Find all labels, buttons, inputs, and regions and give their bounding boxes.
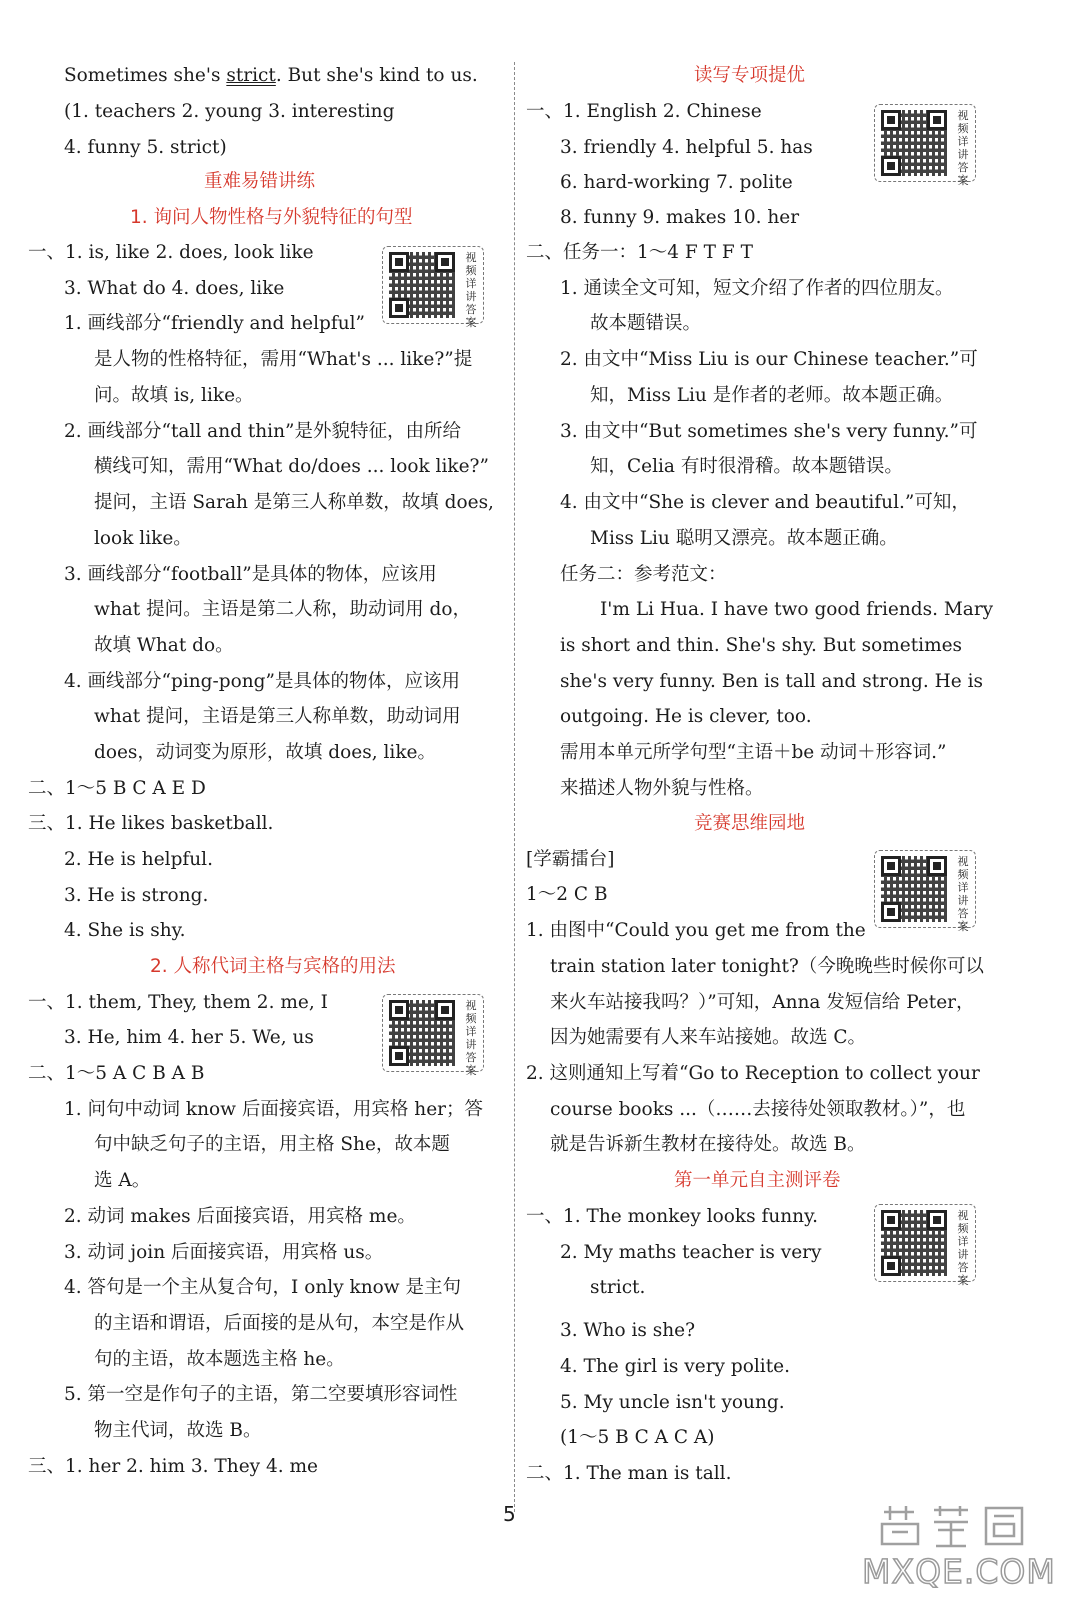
answer-line: 一、1. is, like 2. does, look like [28,242,314,263]
answer-line: 三、1. her 2. him 3. They 4. me [28,1456,318,1477]
qr-finder-icon [389,1000,409,1020]
qr-code[interactable] [874,104,976,187]
qr-caption: 视频详讲答案 [465,251,477,329]
answer-line: (1. teachers 2. young 3. interesting [64,101,395,122]
answer-line: 1. 由图中“Could you get me from the [526,920,866,941]
section-heading: 1. 询问人物性格与外貌特征的句型 [130,207,413,228]
answer-line: 故填 What do。 [94,635,234,656]
answer-line: 4. 画线部分“ping-pong”是具体的物体，应该用 [64,671,460,692]
answer-line: 二、任务一：1～4 F T F T [526,242,753,263]
answer-line: 需用本单元所学句型“主语＋be 动词＋形容词.” [560,742,947,763]
answer-line: what 提问，主语是第三人称单数，助动词用 [94,706,461,727]
qr-finder-icon [435,1000,455,1020]
qr-finder-icon [389,252,409,272]
answer-line: 一、1. English 2. Chinese [526,101,762,122]
answer-line: 3. 画线部分“football”是具体的物体，应该用 [64,564,437,585]
answer-line: 句的主语，故本题选主格 he。 [94,1349,345,1370]
answer-line: 选 A。 [94,1170,151,1191]
answer-line: 1. 通读全文可知，短文介绍了作者的四位朋友。 [560,278,954,299]
answer-line: 问。故填 is, like。 [94,385,254,406]
qr-finder-icon [389,298,409,318]
answer-line: 6. hard-working 7. polite [560,172,793,193]
answer-line: outgoing. He is clever, too. [560,706,812,727]
answer-line: 的主语和谓语，后面接的是从句，本空是作从 [94,1313,465,1334]
answer-text: . But she's kind to us. [275,65,478,86]
answer-line: 2. 动词 makes 后面接宾语，用宾格 me。 [64,1206,416,1227]
section-heading: 竞赛思维园地 [694,813,806,834]
qr-finder-icon [881,902,901,922]
answer-line: 3. He, him 4. her 5. We, us [64,1027,314,1048]
page-number: 5 [503,1502,516,1526]
answer-line: 来火车站接我吗？）”可知，Anna 发短信给 Peter， [550,992,975,1013]
answer-line: 3. 由文中“But sometimes she's very funny.”可 [560,421,978,442]
watermark [858,1500,1058,1590]
answer-line: 5. 第一空是作句子的主语，第二空要填形容词性 [64,1384,458,1405]
answer-line: 一、1. them, They, them 2. me, I [28,992,328,1013]
answer-line: 是人物的性格特征，需用“What's ... like?”提 [94,349,473,370]
qr-code[interactable] [382,994,484,1077]
qr-code[interactable] [382,246,484,329]
section-heading: 重难易错讲练 [204,171,316,192]
answer-line: 1～2 C B [526,884,608,905]
qr-finder-icon [881,1210,901,1230]
qr-finder-icon [881,1256,901,1276]
answer-line: 提问，主语 Sarah 是第三人称单数，故填 does, [94,492,494,513]
answer-line: 知，Miss Liu 是作者的老师。故本题正确。 [590,385,954,406]
qr-finder-icon [927,1210,947,1230]
qr-finder-icon [881,856,901,876]
qr-finder-icon [881,156,901,176]
answer-line: 3. friendly 4. helpful 5. has [560,137,813,158]
answer-line: 2. 由文中“Miss Liu is our Chinese teacher.”可 [560,349,978,370]
qr-code[interactable] [874,1204,976,1287]
column-divider [514,62,515,1512]
answer-line: 3. 动词 join 后面接宾语，用宾格 us。 [64,1242,384,1263]
answer-line: 横线可知，需用“What do/does ... look like?” [94,456,489,477]
answer-line [64,58,478,94]
answer-line: 知，Celia 有时很滑稽。故本题错误。 [590,456,903,477]
answer-line: 二、1. The man is tall. [526,1463,732,1484]
answer-line: I'm Li Hua. I have two good friends. Mary [600,599,994,620]
qr-finder-icon [389,1046,409,1066]
answer-line: 三、1. He likes basketball. [28,813,274,834]
qr-caption: 视频详讲答案 [465,999,477,1077]
answer-line: strict. [590,1277,646,1298]
answer-line: 因为她需要有人来车站接她。故选 C。 [550,1027,867,1048]
qr-finder-icon [927,110,947,130]
answer-line: 4. The girl is very polite. [560,1356,790,1377]
answer-line: 1. 问句中动词 know 后面接宾语，用宾格 her；答 [64,1099,483,1120]
answer-text: Sometimes she's [64,65,227,86]
answer-line: 3. He is strong. [64,885,209,906]
answer-line: 8. funny 9. makes 10. her [560,207,800,228]
answer-line: 2. 这则通知上写着“Go to Reception to collect your [526,1063,980,1084]
answer-line: 一、1. The monkey looks funny. [526,1206,818,1227]
qr-caption: 视频详讲答案 [957,1209,969,1287]
qr-finder-icon [881,110,901,130]
qr-caption: 视频详讲答案 [957,109,969,187]
qr-finder-icon [435,252,455,272]
underlined-word: strict [226,65,276,86]
answer-line: [学霸擂台] [526,849,615,870]
answer-line: 2. 画线部分“tall and thin”是外貌特征，由所给 [64,421,461,442]
answer-line: what 提问。主语是第二人称，助动词用 do， [94,599,471,620]
answer-line: 4. funny 5. strict) [64,137,227,158]
answer-line: she's very funny. Ben is tall and strong. He is [560,671,984,692]
answer-line: 就是告诉新生教材在接待处。故选 B。 [550,1134,866,1155]
section-heading: 第一单元自主测评卷 [674,1170,841,1191]
answer-line: 任务二：参考范文： [560,564,727,585]
answer-line: train station later tonight?（今晚晚些时候你可以 [550,956,984,977]
qr-code[interactable] [874,850,976,933]
section-heading: 读写专项提优 [694,65,806,86]
qr-caption: 视频详讲答案 [957,855,969,933]
answer-line: 故本题错误。 [590,313,702,334]
answer-line: 4. She is shy. [64,920,186,941]
answer-line: 2. He is helpful. [64,849,213,870]
answer-line: 4. 由文中“She is clever and beautiful.”可知， [560,492,970,513]
answer-line: 句中缺乏句子的主语，用主格 She，故本题 [94,1134,450,1155]
answer-line: is short and thin. She's shy. But sometimes [560,635,963,656]
answer-line: 来描述人物外貌与性格。 [560,778,764,799]
answer-line: Miss Liu 聪明又漂亮。故本题正确。 [590,528,898,549]
answer-line: 4. 答句是一个主从复合句，I only know 是主句 [64,1277,462,1298]
answer-line: 1. 画线部分“friendly and helpful” [64,313,365,334]
watermark-text: MXQE.COM [862,1552,1056,1591]
answer-line: 物主代词，故选 B。 [94,1420,262,1441]
section-heading: 2. 人称代词主格与宾格的用法 [150,956,396,977]
answer-line: course books ...（……去接待处领取教材。）”，也 [550,1099,966,1120]
answer-line: does，动词变为原形，故填 does, like。 [94,742,436,763]
answer-line: 3. What do 4. does, like [64,278,285,299]
answer-line: 3. Who is she? [560,1320,696,1341]
watermark-logo-icon [876,1502,1056,1552]
answer-line: (1～5 B C A C A) [560,1427,715,1448]
answer-line: 5. My uncle isn't young. [560,1392,785,1413]
answer-line: look like。 [94,528,192,549]
answer-line: 2. My maths teacher is very [560,1242,822,1263]
qr-finder-icon [927,856,947,876]
answer-line: 二、1～5 B C A E D [28,778,206,799]
answer-line: 二、1～5 A C B A B [28,1063,205,1084]
